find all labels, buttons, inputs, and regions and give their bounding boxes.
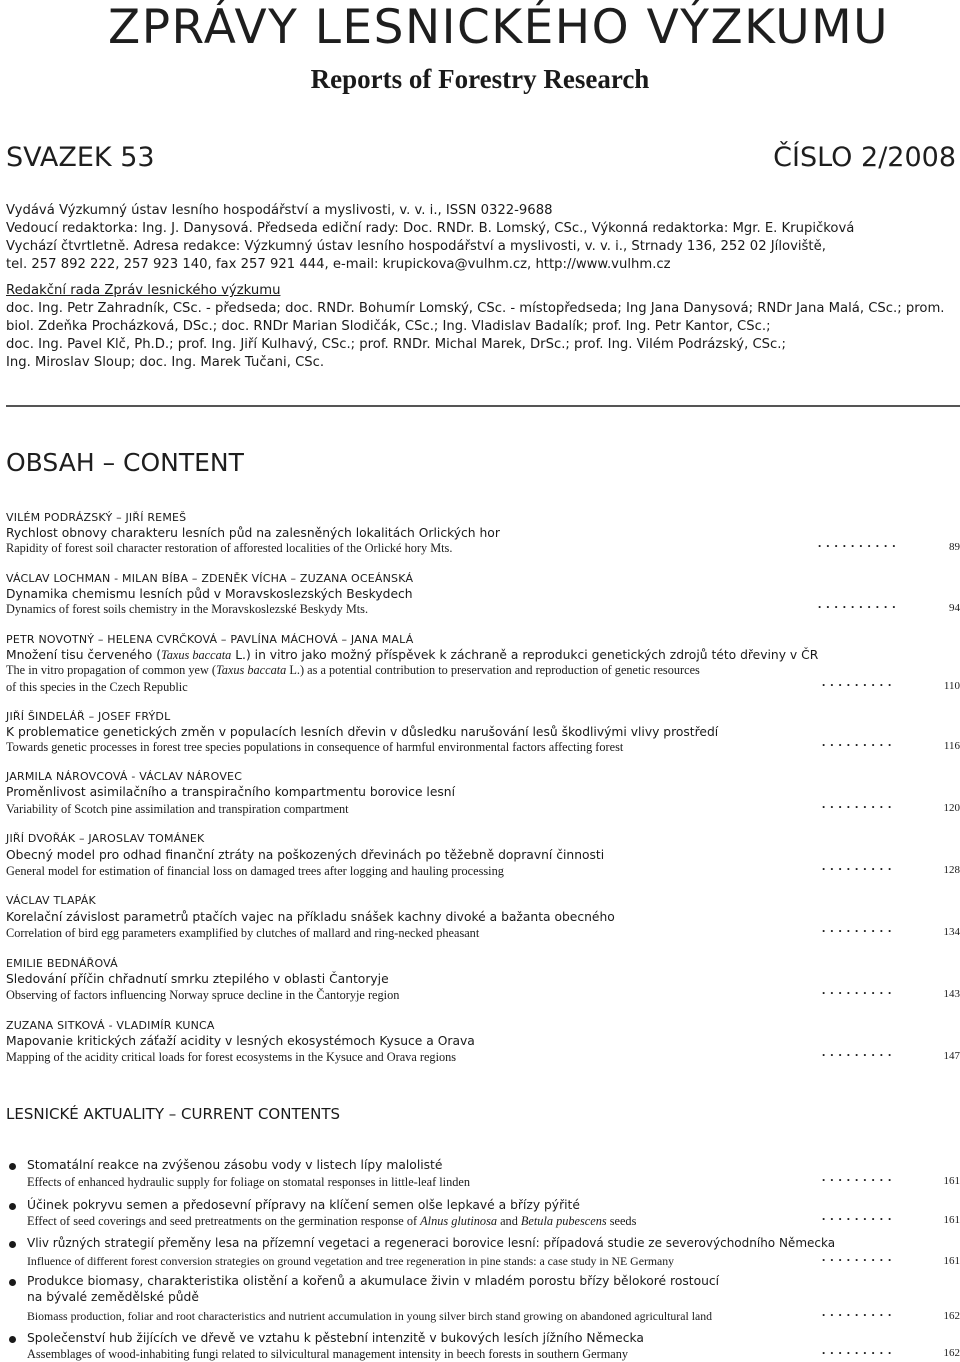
page-number: 161 [943,1255,960,1267]
page-number: 128 [943,864,960,876]
article-title-en [6,663,700,678]
article-title-cz: K problematice genetických změn v populacích lesních dřevin v důsledku narušování lesů škodlivými vlivy prostředí [6,725,719,739]
article-title-en: General model for estimation of financial loss on damaged trees after logging and hauling processing [6,864,504,878]
article-authors: PETR NOVOTNÝ – HELENA CVRČKOVÁ – PAVLÍNA MÁCHOVÁ – JANA MALÁ [6,633,414,646]
current-contents-heading: LESNICKÉ AKTUALITY – CURRENT CONTENTS [6,1105,341,1123]
editorial-board-line: Ing. Miroslav Sloup; doc. Ing. Marek Tučani, CSc. [6,355,325,370]
page-number: 143 [943,988,960,1000]
news-title-cz: Účinek pokryvu semen a předosevní přípravy na klíčení semen olše lepkavé a břízy pýřité [27,1198,580,1212]
article-title-en: Variability of Scotch pine assimilation and transpiration compartment [6,802,349,816]
news-title-en: Influence of different forest conversion strategies on ground vegetation and tree regeneration in pine stands: a case study in NE Germany [27,1254,675,1268]
page-number: 94 [949,602,960,614]
journal-title: ZPRÁVY LESNICKÉHO VÝZKUMU [108,0,890,55]
text-run: The in vitro propagation of common yew ( [6,663,217,677]
leader-dots: .......... [818,596,901,611]
leader-dots: ......... [822,674,897,689]
page-number: 147 [943,1050,960,1062]
article-title-en: Dynamics of forest soils chemistry in the Moravskoslezské Beskydy Mts. [6,602,369,616]
news-title-cz: na bývalé zemědělské půdě [27,1290,199,1304]
news-title-cz: Produkce biomasy, charakteristika olistění a kořenů a akumulace živin v mladém porostu břízy bělokoré rostoucí [27,1274,720,1288]
leader-dots: ......... [822,1342,897,1357]
bullet-icon [9,1279,16,1286]
bullet-icon [9,1241,16,1248]
publisher-line: Vychází čtvrtletně. Adresa redakce: Výzkumný ústav lesního hospodářství a myslivosti, v. v. i., Strnady 136, 252 02 Jíloviště, [6,239,826,254]
editorial-board-line: doc. Ing. Pavel Klč, Ph.D.; prof. Ing. Jiří Kulhavý, CSc.; prof. RNDr. Michal Marek, DrSc.; prof. Ing. Vilém Podrázský, CSc.; [6,337,786,352]
species-name: Betula pubescens [520,1214,607,1228]
news-title-cz: Vliv různých strategií přeměny lesa na přízemní vegetaci a regeneraci borovice lesní: případová studie ze severovýchodního Německa [27,1236,836,1250]
article-title-cz: Proměnlivost asimilačního a transpiračního kompartmentu borovice lesní [6,785,456,799]
publisher-line: Vydává Výzkumný ústav lesního hospodářství a myslivosti, v. v. i., ISSN 0322-9688 [6,203,553,218]
page-number: 134 [943,926,960,938]
article-title-en: Mapping of the acidity critical loads for forest ecosystems in the Kysuce and Orava regions [6,1050,457,1064]
text-run: Množení tisu červeného ( [6,648,162,662]
leader-dots: ......... [822,1208,897,1223]
publisher-line: tel. 257 892 222, 257 923 140, fax 257 921 444, e-mail: krupickova@vulhm.cz, http://www.vulhm.cz [6,257,671,272]
article-title-cz: Sledování příčin chřadnutí smrku ztepilého v oblasti Čantoryje [6,972,389,986]
volume-label: SVAZEK 53 [6,142,155,173]
leader-dots: ......... [822,1044,897,1059]
news-title-en: Biomass production, foliar and root characteristics and nutrient accumulation in young silver birch stand growing on abandoned agricultural land [27,1309,713,1323]
news-title-en [27,1214,636,1229]
page-number: 116 [943,740,960,752]
leader-dots: .......... [818,535,901,550]
text-run: L.) as a potential contribution to preservation and reproduction of genetic resources [286,663,700,677]
species-name: Taxus baccata [216,663,287,677]
section-divider [6,405,960,407]
editorial-board-line: doc. Ing. Petr Zahradník, CSc. - předseda; doc. RNDr. Bohumír Lomský, CSc. - místopředseda; Ing Jana Danysová; RNDr Jana Malá, CSc.; prom. [6,301,945,316]
text-run: L.) in vitro jako možný příspěvek k záchraně a reprodukci genetických zdrojů této dřeviny v ČR [231,648,819,662]
page-number: 162 [943,1310,960,1322]
article-title-en: of this species in the Czech Republic [6,680,188,694]
article-title-en: Observing of factors influencing Norway spruce decline in the Čantoryje region [6,988,400,1002]
article-title-en: Rapidity of forest soil character restoration of afforested localities of the Orlické hory Mts. [6,541,453,555]
leader-dots: ......... [822,796,897,811]
page-number: 161 [943,1214,960,1226]
news-title-cz: Stomatální reakce na zvýšenou zásobu vody v listech lípy malolisté [27,1158,443,1172]
page-number: 110 [943,680,960,692]
leader-dots: ......... [822,1169,897,1184]
article-title-cz: Mapovanie kritických záťaží acidity v lesných ekosystémoch Kysuce a Orava [6,1034,475,1048]
article-title-cz: Dynamika chemismu lesních půd v Moravskoslezských Beskydech [6,587,413,601]
leader-dots: ......... [822,858,897,873]
leader-dots: ......... [822,982,897,997]
text-run: and [497,1214,521,1228]
page-number: 161 [943,1175,960,1187]
article-title-cz: Korelační závislost parametrů ptačích vajec na příkladu snášek kachny divoké a bažanta obecného [6,910,615,924]
bullet-icon [9,1203,16,1210]
publisher-line: Vedoucí redaktorka: Ing. J. Danysová. Předseda ediční rady: Doc. RNDr. B. Lomský, CSc., Výkonná redaktorka: Mgr. E. Krupičková [6,221,855,236]
species-name: Taxus baccata [161,648,232,662]
text-run: seeds [606,1214,637,1228]
article-title-cz [6,648,818,663]
issue-label: ČÍSLO 2/2008 [773,142,956,173]
bullet-icon [9,1163,16,1170]
article-title-en: Towards genetic processes in forest tree species populations in consequence of harmful environmental factors affecting forest [6,740,624,754]
contents-heading: OBSAH – CONTENT [6,448,244,477]
leader-dots: ......... [822,734,897,749]
article-title-cz: Obecný model pro odhad finanční ztráty na poškozených dřevinách po těžebně dopravní činnosti [6,848,605,862]
article-authors: ZUZANA SITKOVÁ - VLADIMÍR KUNCA [6,1019,215,1032]
editorial-board-line: biol. Zdeňka Procházková, DSc.; doc. RNDr Marian Slodičák, CSc.; Ing. Vladislav Badalík; prof. Ing. Petr Kantor, CSc.; [6,319,771,334]
editorial-board-heading: Redakční rada Zpráv lesnického výzkumu [6,283,281,298]
journal-subtitle: Reports of Forestry Research [310,64,650,94]
page-number: 162 [943,1347,960,1359]
page-number: 89 [949,541,960,553]
leader-dots: ......... [822,1249,897,1264]
bullet-icon [9,1336,16,1343]
news-title-en: Effects of enhanced hydraulic supply for foliage on stomatal responses in little-leaf linden [27,1175,471,1189]
article-authors: VÁCLAV LOCHMAN - MILAN BÍBA – ZDENĚK VÍCHA – ZUZANA OCEÁNSKÁ [6,572,414,585]
article-authors: JARMILA NÁROVCOVÁ - VÁCLAV NÁROVEC [6,770,243,783]
article-authors: EMILIE BEDNÁŘOVÁ [6,957,118,970]
article-title-cz: Rychlost obnovy charakteru lesních půd na zalesněných lokalitách Orlických hor [6,526,500,540]
article-title-en: Correlation of bird egg parameters examplified by clutches of mallard and ring-necked pheasant [6,926,480,940]
leader-dots: ......... [822,920,897,935]
news-title-cz: Společenství hub žijících ve dřevě ve vztahu k pěstební intenzitě v bukových lesích jížního Německa [27,1331,644,1345]
article-authors: VILÉM PODRÁZSKÝ – JIŘÍ REMEŠ [6,511,187,524]
leader-dots: ......... [822,1304,897,1319]
page-number: 120 [943,802,960,814]
news-title-en: Assemblages of wood-inhabiting fungi related to silvicultural management intensity in beech forests in southern Germany [27,1347,629,1361]
article-authors: JIŘÍ DVOŘÁK – JAROSLAV TOMÁNEK [6,832,205,845]
article-authors: JIŘÍ ŠINDELÁŘ – JOSEF FRÝDL [6,710,171,723]
species-name: Alnus glutinosa [420,1214,498,1228]
article-authors: VÁCLAV TLAPÁK [6,894,96,907]
text-run: Effect of seed coverings and seed pretreatments on the germination response of [27,1214,421,1228]
